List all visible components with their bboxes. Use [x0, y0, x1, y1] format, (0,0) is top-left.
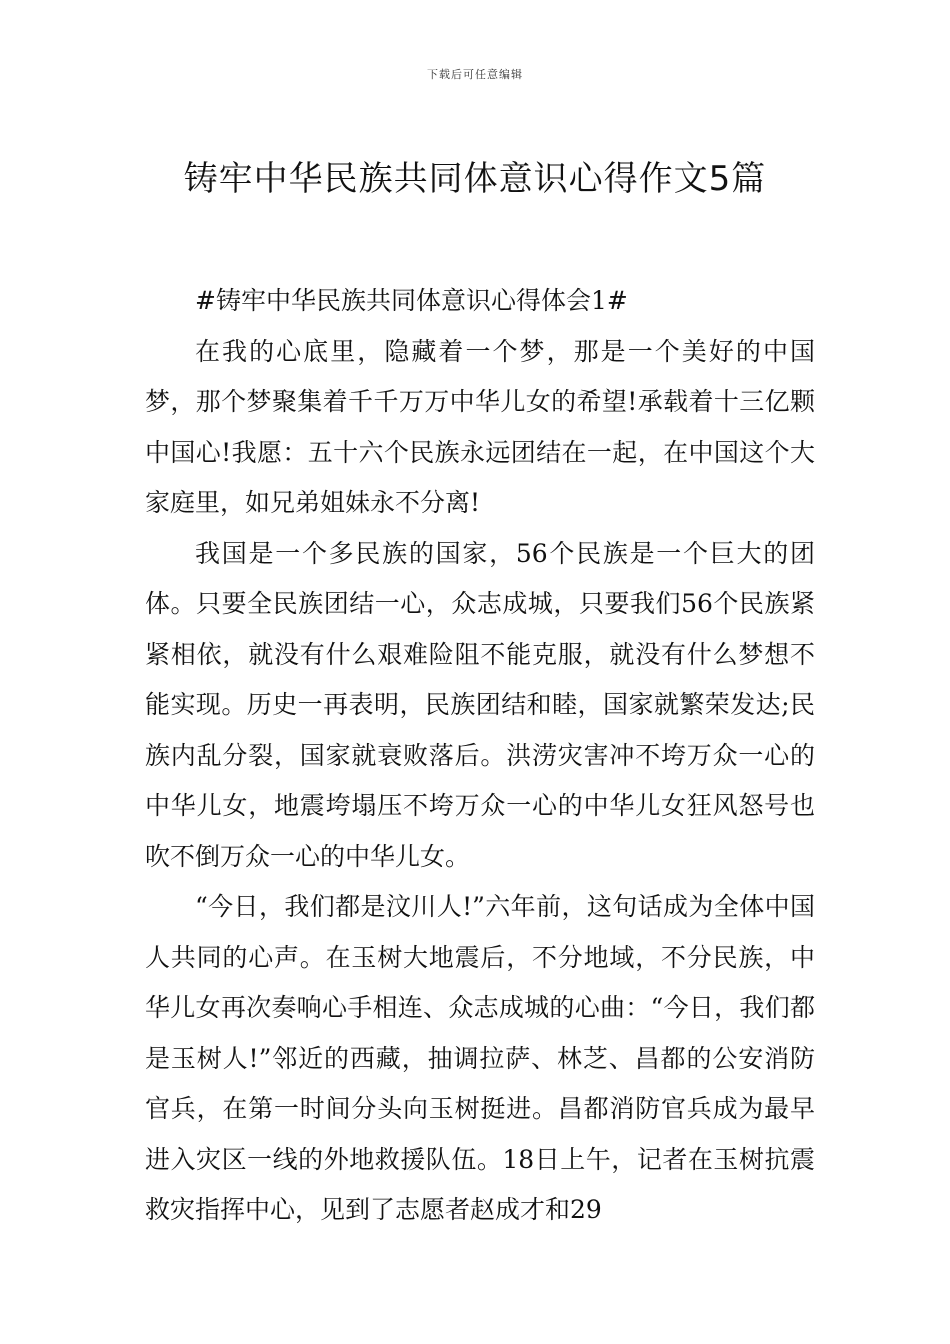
section-heading: #铸牢中华民族共同体意识心得体会1#: [195, 286, 628, 315]
document-body: [145, 276, 815, 1236]
document-title: 铸牢中华民族共同体意识心得作文5篇: [183, 158, 767, 199]
paragraph-3: “今日，我们都是汶川人!”六年前，这句话成为全体中国人共同的心声。在玉树大地震后，不分地域，不分民族，中华儿女再次奏响心手相连、众志成城的心曲：“今日，我们都是玉树人!”邻近的西藏，抽调拉萨、林芝、昌都的公安消防官兵，在第一时间分头向玉树挺进。昌都消防官兵成为最早进入灾区一线的外地救援队伍。18日上午，记者在玉树抗震救灾指挥中心，见到了志愿者赵成才和29: [145, 892, 815, 1224]
paragraph-1: 在我的心底里，隐藏着一个梦，那是一个美好的中国梦，那个梦聚集着千千万万中华儿女的希望!承载着十三亿颗中国心!我愿：五十六个民族永远团结在一起，在中国这个大家庭里，如兄弟姐妹永不分离!: [145, 336, 815, 517]
header-note: 下载后可任意编辑: [427, 68, 523, 81]
paragraph-2: 我国是一个多民族的国家，56个民族是一个巨大的团体。只要全民族团结一心，众志成城，只要我们56个民族紧紧相依，就没有什么艰难险阻不能克服，就没有什么梦想不能实现。历史一再表明，民族团结和睦，国家就繁荣发达;民族内乱分裂，国家就衰败落后。洪涝灾害冲不垮万众一心的中华儿女，地震垮塌压不垮万众一心的中华儿女狂风怒号也吹不倒万众一心的中华儿女。: [145, 538, 815, 871]
